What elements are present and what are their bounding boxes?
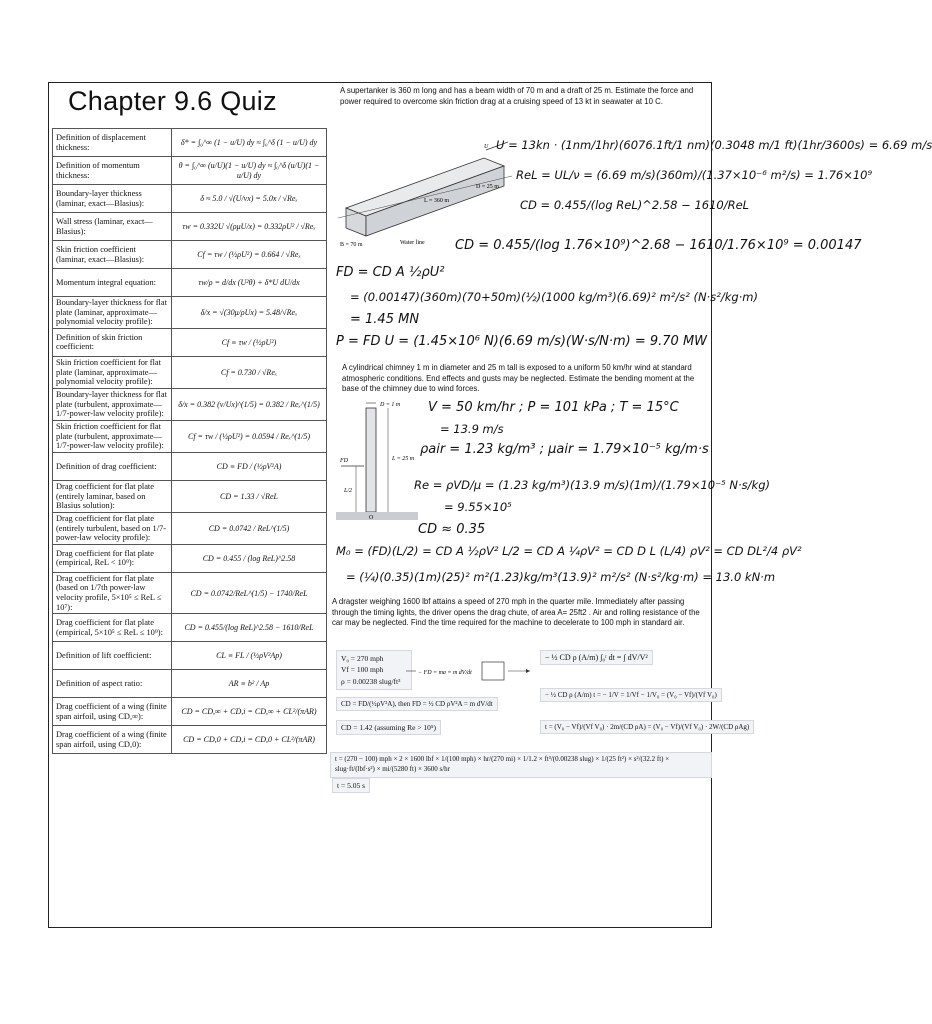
chimney-figure xyxy=(336,398,418,522)
hw-p1-line3: CD = 0.455/(log ReL)^2.58 − 1610/ReL xyxy=(520,198,750,212)
chimney-l-label: L = 25 m xyxy=(392,456,415,462)
equation-definition: Definition of displacement thickness: xyxy=(53,129,172,157)
hw-p1-line2: ReL = UL/ν = (6.69 m/s)(360m)/(1.37×10⁻⁶ m²/s) = 1.76×10⁹ xyxy=(516,168,873,182)
equation-formula: CD = 0.0742/ReL^(1/5) − 1740/ReL xyxy=(172,572,327,614)
equation-row xyxy=(53,241,327,269)
p3-integral-1: − ½ CD ρ (A/m) ∫₀ᵗ dt = ∫ dV/V² xyxy=(540,650,653,665)
hw-p1-line7: = 1.45 MN xyxy=(350,312,420,327)
problem-2-text: A cylindrical chimney 1 m in diameter and 25 m tall is exposed to a uniform 50 km/hr wind at standard atmospheric conditions. End effects and gusts may be neglected. Estimate the bending moment at the base of the chimney due to wind forces. xyxy=(342,363,695,394)
equation-row xyxy=(53,420,327,452)
equation-formula: δ* = ∫₀^∞ (1 − u/U) dy ≈ ∫₀^δ (1 − u/U) dy xyxy=(172,129,327,157)
chimney-half-label: L/2 xyxy=(344,488,353,494)
chimney-fd-label: FD xyxy=(340,458,348,464)
equation-row xyxy=(53,213,327,241)
equation-definition: Definition of momentum thickness: xyxy=(53,157,172,185)
equation-definition: Skin friction coefficient for flat plate (laminar, approximate—polynomial velocity profile): xyxy=(53,356,172,388)
ship-d-label: D = 25 m xyxy=(476,184,499,190)
equation-definition: Boundary-layer thickness for flat plate (turbulent, approximate—1/7-power-law velocity profile): xyxy=(53,388,172,420)
dragster-fbd xyxy=(404,656,534,686)
equation-definition: Drag coefficient of a wing (finite span airfoil, using CD,0): xyxy=(53,726,172,754)
equation-row xyxy=(53,572,327,614)
equation-row xyxy=(53,544,327,572)
ship-waterline-label: Water line xyxy=(400,240,425,246)
hw-p1-line4: CD = 0.455/(log 1.76×10⁹)^2.68 − 1610/1.76×10⁹ = 0.00147 xyxy=(455,238,862,253)
ship-b-label: B = 70 m xyxy=(340,242,363,248)
equation-row xyxy=(53,388,327,420)
equation-formula: CD = 1.33 / √ReL xyxy=(172,480,327,512)
hw-p2-line5: = 9.55×10⁵ xyxy=(444,500,512,514)
hw-p2-line1: V = 50 km/hr ; P = 101 kPa ; T = 15°C xyxy=(428,400,679,415)
equation-formula: CD = 0.455 / (log ReL)^2.58 xyxy=(172,544,327,572)
hw-p1-line5: FD = CD A ½ρU² xyxy=(336,265,445,280)
equation-formula: CD = 0.0742 / ReL^(1/5) xyxy=(172,512,327,544)
problem-3-text: A dragster weighing 1600 lbf attains a speed of 270 mph in the quarter mile. Immediately after passing through the timing lights, the driver opens the drag chute, of area A= 25ft2 . Air and rolling resistance of the car may be neglected. Find the time required for the machine to decelerate to 100 mph in standard air. xyxy=(332,597,700,628)
equation-row xyxy=(53,614,327,642)
hw-p1-line6: = (0.00147)(360m)(70+50m)(½)(1000 kg/m³)(6.69)² m²/s² (N·s²/kg·m) xyxy=(350,290,758,304)
equation-row xyxy=(53,480,327,512)
page-title: Chapter 9.6 Quiz xyxy=(68,86,277,116)
equation-formula: CD ≡ FD / (½ρV²A) xyxy=(172,452,327,480)
equation-row xyxy=(53,269,327,297)
equation-definition: Definition of aspect ratio: xyxy=(53,670,172,698)
equation-row xyxy=(53,642,327,670)
equation-definition: Boundary-layer thickness for flat plate (laminar, approximate—polynomial velocity profile): xyxy=(53,297,172,329)
p3-integral-2: − ½ CD ρ (A/m) t = − 1/V = 1/Vf − 1/V₀ = (V₀ − Vf)/(Vf V₀) xyxy=(540,688,722,702)
equation-row xyxy=(53,185,327,213)
equation-formula: Cf = 0.730 / √Reₓ xyxy=(172,356,327,388)
equation-definition: Definition of lift coefficient: xyxy=(53,642,172,670)
equation-definition: Drag coefficient for flat plate (empirical, ReL < 10⁹): xyxy=(53,544,172,572)
p3-step-1: CD = FD/(½ρV²A), then FD = ½ CD ρV²A = m dV/dt xyxy=(336,697,498,711)
supertanker-figure xyxy=(336,136,518,250)
equation-formula: δ/x = √(30μ/ρUx) = 5.48/√Reₓ xyxy=(172,297,327,329)
equation-row xyxy=(53,452,327,480)
equation-definition: Definition of drag coefficient: xyxy=(53,452,172,480)
equation-definition: Momentum integral equation: xyxy=(53,269,172,297)
hw-p2-line2: = 13.9 m/s xyxy=(440,422,504,436)
equation-formula: δ/x = 0.382 (ν/Ux)^(1/5) = 0.382 / Reₓ^(1/5) xyxy=(172,388,327,420)
ship-l-label: L = 360 m xyxy=(424,198,449,204)
equation-row xyxy=(53,698,327,726)
p3-answer: t = 5.05 s xyxy=(332,778,370,793)
equation-row xyxy=(53,157,327,185)
equation-row xyxy=(53,328,327,356)
equation-row xyxy=(53,670,327,698)
hw-p2-line8: = (¼)(0.35)(1m)(25)² m²(1.23)kg/m³(13.9)² m²/s² (N·s²/kg·m) = 13.0 kN·m xyxy=(346,570,776,584)
hw-p2-line3: ρair = 1.23 kg/m³ ; μair = 1.79×10⁻⁵ kg/m·s xyxy=(420,442,709,457)
equation-row xyxy=(53,129,327,157)
equation-row xyxy=(53,297,327,329)
equation-definition: Boundary-layer thickness (laminar, exact—Blasius): xyxy=(53,185,172,213)
equation-formula: δ ≈ 5.0 / √(U/νx) = 5.0x / √Reₓ xyxy=(172,185,327,213)
equation-row xyxy=(53,512,327,544)
equation-formula: AR ≡ b² / Ap xyxy=(172,670,327,698)
equation-formula: Cf = τw / (½ρU²) = 0.0594 / Reₓ^(1/5) xyxy=(172,420,327,452)
equation-definition: Drag coefficient of a wing (finite span airfoil, using CD,∞): xyxy=(53,698,172,726)
hw-p2-line7: M₀ = (FD)(L/2) = CD A ½ρV² L/2 = CD A ¼ρV² = CD D L (L/4) ρV² = CD DL²/4 ρV² xyxy=(336,544,802,558)
hw-p2-line4: Re = ρVD/μ = (1.23 kg/m³)(13.9 m/s)(1m)/(1.79×10⁻⁵ N·s/kg) xyxy=(414,478,770,492)
equation-definition: Wall stress (laminar, exact—Blasius): xyxy=(53,213,172,241)
chimney-d-label: D = 1 m xyxy=(380,402,401,408)
equation-table xyxy=(52,128,327,754)
equation-definition: Drag coefficient for flat plate (based on 1/7th power-law velocity profile, 5×10⁵ ≤ ReL ≤ 10⁷): xyxy=(53,572,172,614)
equation-formula: CL ≡ FL / (½ρV²Ap) xyxy=(172,642,327,670)
equation-definition: Drag coefficient for flat plate (entirely laminar, based on Blasius solution): xyxy=(53,480,172,512)
equation-formula: CD = CD,∞ + CD,i = CD,∞ + CL²/(πAR) xyxy=(172,698,327,726)
equation-definition: Skin friction coefficient (laminar, exact—Blasius): xyxy=(53,241,172,269)
equation-formula: CD = CD,0 + CD,i = CD,0 + CL²/(πAR) xyxy=(172,726,327,754)
hw-p2-line6: CD ≈ 0.35 xyxy=(418,522,486,537)
equation-definition: Skin friction coefficient for flat plate (turbulent, approximate—1/7-power-law velocity profile): xyxy=(53,420,172,452)
p3-given-box: V₀ = 270 mph Vf = 100 mph ρ = 0.00238 slug/ft³ xyxy=(336,650,412,690)
ship-u-label: U xyxy=(484,144,489,150)
hw-p1-line8: P = FD U = (1.45×10⁶ N)(6.69 m/s)(W·s/N·m) = 9.70 MW xyxy=(336,334,708,349)
equation-definition: Drag coefficient for flat plate (entirely turbulent, based on 1/7-power-law velocity profile): xyxy=(53,512,172,544)
equation-formula: CD = 0.455/(log ReL)^2.58 − 1610/ReL xyxy=(172,614,327,642)
equation-definition: Drag coefficient for flat plate (empirical, 5×10⁵ ≤ ReL ≤ 10⁹): xyxy=(53,614,172,642)
hw-p1-line1: U = 13kn · (1nm/1hr)(6076.1ft/1 nm)(0.3048 m/1 ft)(1hr/3600s) = 6.69 m/s xyxy=(496,138,932,152)
equation-row xyxy=(53,356,327,388)
equation-formula: τw/ρ = d/dx (U²θ) + δ*U dU/dx xyxy=(172,269,327,297)
p3-time-calc: t = (270 − 100) mph × 2 × 1600 lbf × 1/(100 mph) × hr/(270 mi) × 1/1.2 × ft³/(0.00238 slug) × 1/(25 ft²) × s²/(32.2 ft) × slug·ft/(lbf·s²) × mi/(5280 ft) × 3600 s/hr xyxy=(330,752,712,778)
p3-time-formula: t = (V₀ − Vf)/(Vf V₀) · 2m/(CD ρA) = (V₀ − Vf)/(Vf V₀) · 2W/(CD ρAg) xyxy=(540,720,754,734)
equation-formula: θ = ∫₀^∞ (u/U)(1 − u/U) dy ≈ ∫₀^δ (u/U)(1 − u/U) dy xyxy=(172,157,327,185)
chimney-o-label: O xyxy=(369,515,374,521)
equation-row xyxy=(53,726,327,754)
equation-definition: Definition of skin friction coefficient: xyxy=(53,328,172,356)
fbd-equation: − FD = ma = m dV/dt xyxy=(418,670,472,676)
equation-formula: Cf = τw / (½ρU²) = 0.664 / √Reₓ xyxy=(172,241,327,269)
problem-1-text: A supertanker is 360 m long and has a beam width of 70 m and a draft of 25 m. Estimate the force and power required to overcome skin friction drag at a cruising speed of 13 kt in seawater at 10 C. xyxy=(340,86,694,106)
equation-formula: Cf ≡ τw / (½ρU²) xyxy=(172,328,327,356)
p3-cd-value: CD = 1.42 (assuming Re > 10⁵) xyxy=(336,720,441,735)
equation-formula: τw = 0.332U √(ρμU/x) = 0.332ρU² / √Reₓ xyxy=(172,213,327,241)
